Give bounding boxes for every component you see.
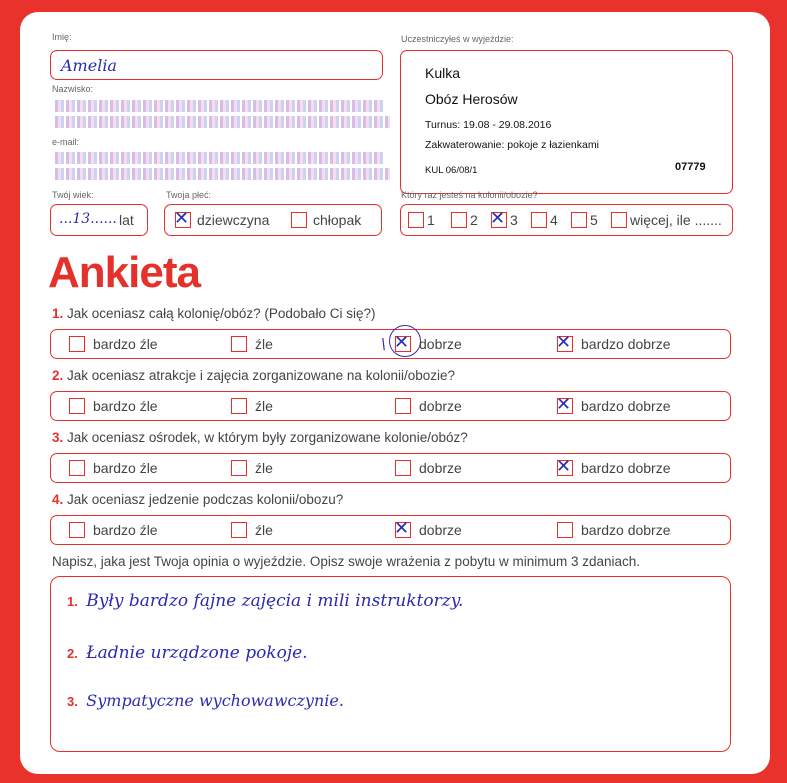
q3-opt3-label: dobrze <box>419 460 462 476</box>
surname-label: Nazwisko: <box>52 84 94 94</box>
q4-opt2-checkbox[interactable] <box>231 522 247 538</box>
q4-number: 4. <box>52 492 64 507</box>
opinion-line2-number: 2. <box>67 646 78 661</box>
times-2-checkbox[interactable] <box>451 212 467 228</box>
q1-opt1-checkbox[interactable] <box>69 336 85 352</box>
q3-opt4-checkbox[interactable] <box>556 456 573 477</box>
opinion-line1-number: 1. <box>67 594 78 609</box>
age-unit: lat <box>119 212 134 228</box>
girl-checkbox[interactable] <box>174 208 191 229</box>
q3-opt3-checkbox[interactable] <box>395 460 411 476</box>
q4-text: Jak oceniasz jedzenie podczas kolonii/obozu? <box>67 492 344 507</box>
trip-code: KUL 06/08/1 <box>425 165 478 176</box>
surname-redacted <box>55 100 385 112</box>
opinion-line3-number: 3. <box>67 694 78 709</box>
trip-camp-name: Obóz Herosów <box>425 91 518 107</box>
accommodation-value: pokoje z łazienkami <box>507 139 599 151</box>
q3-opt2-label: źle <box>255 460 273 476</box>
check-mark-icon: ✕ <box>394 518 410 539</box>
q4-opt4-checkbox[interactable] <box>557 522 573 538</box>
name-value: Amelia <box>61 56 117 75</box>
times-1-checkbox[interactable] <box>408 212 424 228</box>
turnus-label: Turnus: <box>425 119 461 131</box>
q4-answers <box>50 515 731 545</box>
opinion-textarea[interactable] <box>50 576 731 752</box>
q3-opt4-label: bardzo dobrze <box>581 460 671 476</box>
times-more-checkbox[interactable] <box>611 212 627 228</box>
times-4-checkbox[interactable] <box>531 212 547 228</box>
opinion-line3-text: Sympatyczne wychowawczynie. <box>86 691 344 710</box>
times-1-label: 1 <box>427 212 435 228</box>
times-2-label: 2 <box>470 212 478 228</box>
q2-opt2-checkbox[interactable] <box>231 398 247 414</box>
times-4-label: 4 <box>550 212 558 228</box>
q1-opt3-label: dobrze <box>419 336 462 352</box>
girl-option-label: dziewczyna <box>197 212 270 228</box>
survey-sheet <box>20 12 770 774</box>
page-title: Ankieta <box>48 248 200 297</box>
trip-organizer: Kulka <box>425 65 461 81</box>
times-3-checkbox[interactable] <box>490 208 507 229</box>
email-redacted <box>55 152 385 164</box>
check-mark-icon: ✕ <box>174 208 190 229</box>
q1-stray-mark: \ <box>381 335 387 353</box>
q4-opt4-label: bardzo dobrze <box>581 522 671 538</box>
opinion-line2-text: Ładnie urządzone pokoje. <box>86 643 308 663</box>
opinion-prompt: Napisz, jaka jest Twoja opinia o wyjeździe. Opisz swoje wrażenia z pobytu w minimum 3 zdaniach. <box>52 554 641 569</box>
age-label: Twój wiek: <box>52 190 94 200</box>
trip-label: Uczestniczyłeś w wyjeździe: <box>401 34 514 44</box>
accommodation-label: Zakwaterowanie: <box>425 139 505 151</box>
q2-opt3-label: dobrze <box>419 398 462 414</box>
q1-answers <box>50 329 731 359</box>
email-label: e-mail: <box>52 137 80 147</box>
q4-opt3-checkbox[interactable] <box>394 518 411 539</box>
q3-opt2-checkbox[interactable] <box>231 460 247 476</box>
q1-opt4-label: bardzo dobrze <box>581 336 671 352</box>
surname-redacted-2 <box>55 116 390 128</box>
opinion-line1-text: Były bardzo fajne zajęcia i mili instruktorzy. <box>86 591 464 611</box>
q1-opt2-label: źle <box>255 336 273 352</box>
gender-box <box>164 204 382 236</box>
q2-answers <box>50 391 731 421</box>
q2-opt3-checkbox[interactable] <box>395 398 411 414</box>
q4-opt1-label: bardzo źle <box>93 522 158 538</box>
check-mark-icon: ✕ <box>556 394 572 415</box>
q3-opt1-checkbox[interactable] <box>69 460 85 476</box>
email-redacted-2 <box>55 168 390 180</box>
q4-opt1-checkbox[interactable] <box>69 522 85 538</box>
trip-number: 07779 <box>675 161 706 173</box>
check-mark-icon: ✕ <box>556 456 572 477</box>
q2-opt4-checkbox[interactable] <box>556 394 573 415</box>
boy-checkbox[interactable] <box>291 212 307 228</box>
times-3-label: 3 <box>510 212 518 228</box>
q2-text: Jak oceniasz atrakcje i zajęcia zorganizowane na kolonii/obozie? <box>67 368 456 383</box>
q4-opt2-label: źle <box>255 522 273 538</box>
check-mark-icon: ✕ <box>490 208 506 229</box>
times-more-label: więcej, ile ....... <box>630 212 722 228</box>
boy-option-label: chłopak <box>313 212 362 228</box>
check-mark-icon: ✕ <box>556 332 572 353</box>
times-5-checkbox[interactable] <box>571 212 587 228</box>
q2-opt2-label: źle <box>255 398 273 414</box>
times-box <box>400 204 733 236</box>
turnus-value: 19.08 - 29.08.2016 <box>463 119 552 131</box>
q2-opt1-label: bardzo źle <box>93 398 158 414</box>
age-value: ...13...... <box>59 211 117 227</box>
q1-text: Jak oceniasz całą kolonię/obóz? (Podobało Ci się?) <box>67 306 376 321</box>
q1-opt1-label: bardzo źle <box>93 336 158 352</box>
q3-opt1-label: bardzo źle <box>93 460 158 476</box>
times-5-label: 5 <box>590 212 598 228</box>
trip-box <box>400 50 733 194</box>
q4-opt3-label: dobrze <box>419 522 462 538</box>
check-mark-icon: ✕ <box>394 332 410 353</box>
q3-answers <box>50 453 731 483</box>
q1-number: 1. <box>52 306 64 321</box>
q2-opt1-checkbox[interactable] <box>69 398 85 414</box>
q1-opt3-checkbox[interactable] <box>394 332 411 353</box>
q3-number: 3. <box>52 430 64 445</box>
age-field[interactable] <box>50 204 148 236</box>
name-field[interactable] <box>50 50 383 80</box>
times-label: Który raz jesteś na kolonii/obozie? <box>401 190 538 200</box>
gender-label: Twoja płeć: <box>166 190 212 200</box>
q1-opt4-checkbox[interactable] <box>556 332 573 353</box>
q1-opt2-checkbox[interactable] <box>231 336 247 352</box>
q2-number: 2. <box>52 368 64 383</box>
q3-text: Jak oceniasz ośrodek, w którym były zorganizowane kolonie/obóz? <box>67 430 468 445</box>
q2-opt4-label: bardzo dobrze <box>581 398 671 414</box>
name-label: Imię: <box>52 32 72 42</box>
